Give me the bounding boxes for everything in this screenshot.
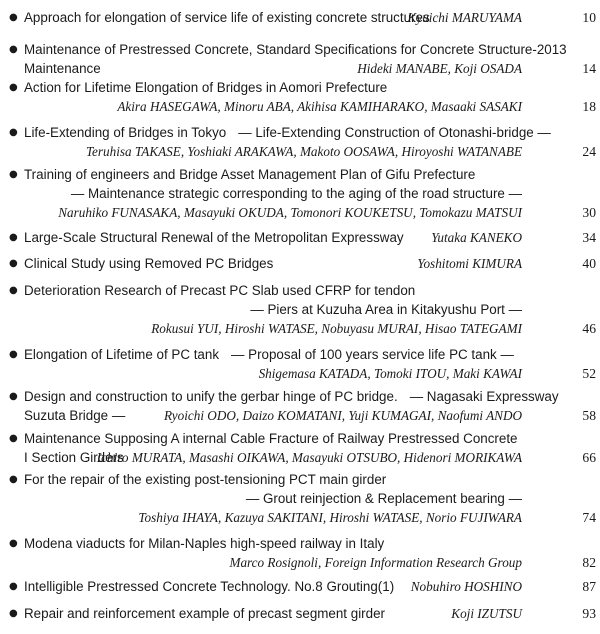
entry-title: Intelligible Prestressed Concrete Technology. No.8 Grouting(1) bbox=[24, 579, 395, 594]
entry-title-continued: Maintenance bbox=[24, 61, 101, 76]
entry-title: Training of engineers and Bridge Asset Management Plan of Gifu Prefecture bbox=[24, 167, 476, 182]
entry-page: 66 bbox=[582, 450, 596, 465]
entry-authors: Ryoichi ODO, Daizo KOMATANI, Yuji KUMAGAI, Naofumi ANDO bbox=[163, 408, 522, 423]
entry-page: 30 bbox=[582, 205, 596, 220]
entry-authors: Marco Rosignoli, Foreign Information Research Group bbox=[229, 555, 522, 570]
entry-subtitle: — Piers at Kuzuha Area in Kitakyushu Port — bbox=[250, 302, 522, 317]
bullet-icon: ● bbox=[9, 82, 18, 93]
entry-subtitle: — Life-Extending Construction of Otonashi-bridge — bbox=[238, 125, 551, 140]
entry-title: Action for Lifetime Elongation of Bridges in Aomori Prefecture bbox=[24, 80, 388, 95]
bullet-icon: ● bbox=[9, 232, 18, 243]
entry-authors: Yutaka KANEKO bbox=[431, 230, 522, 245]
entry-authors: Hideki MANABE, Koji OSADA bbox=[357, 61, 522, 76]
entry-title: Life-Extending of Bridges in Tokyo bbox=[24, 125, 227, 140]
bullet-icon: ● bbox=[9, 12, 18, 23]
entry-authors: Ichiro MURATA, Masashi OIKAWA, Masayuki OTSUBO, Hidenori MORIKAWA bbox=[96, 450, 522, 465]
entry-authors: Yoshitomi KIMURA bbox=[417, 256, 522, 271]
entry-subtitle: — Maintenance strategic corresponding to the aging of the road structure — bbox=[70, 186, 522, 201]
bullet-icon: ● bbox=[9, 538, 18, 549]
bullet-icon: ● bbox=[9, 433, 18, 444]
entry-page: 24 bbox=[582, 144, 596, 159]
bullet-icon: ● bbox=[9, 285, 18, 296]
entry-title: Maintenance Supposing A internal Cable Fracture of Railway Prestressed Concrete bbox=[24, 431, 518, 446]
entry-title: Elongation of Lifetime of PC tank bbox=[24, 347, 220, 362]
entry-subtitle: — Proposal of 100 years service life PC tank — bbox=[231, 347, 514, 362]
bullet-icon: ● bbox=[9, 581, 18, 592]
entry-subtitle: — Grout reinjection & Replacement bearing — bbox=[245, 491, 522, 506]
entry-title: Deterioration Research of Precast PC Slab used CFRP for tendon bbox=[24, 283, 416, 298]
entry-authors: Naruhiko FUNASAKA, Masayuki OKUDA, Tomonori KOUKETSU, Tomokazu MATSUI bbox=[58, 205, 522, 220]
entry-page: 82 bbox=[582, 555, 596, 570]
bullet-icon: ● bbox=[9, 127, 18, 138]
entry-authors: Rokusui YUI, Hiroshi WATASE, Nobuyasu MURAI, Hisao TATEGAMI bbox=[151, 321, 522, 336]
entry-page: 52 bbox=[582, 366, 596, 381]
entry-authors: Koji IZUTSU bbox=[451, 606, 522, 621]
bullet-icon: ● bbox=[9, 349, 18, 360]
entry-page: 46 bbox=[582, 321, 596, 336]
entry-authors: Kyuichi MARUYAMA bbox=[407, 10, 522, 25]
entry-authors: Akira HASEGAWA, Minoru ABA, Akihisa KAMIHARAKO, Masaaki SASAKI bbox=[117, 99, 522, 114]
entry-title: Clinical Study using Removed PC Bridges bbox=[24, 256, 274, 271]
entry-page: 87 bbox=[582, 579, 596, 594]
bullet-icon: ● bbox=[9, 258, 18, 269]
entry-page: 58 bbox=[582, 408, 596, 423]
bullet-icon: ● bbox=[9, 474, 18, 485]
entry-page: 10 bbox=[582, 10, 596, 25]
entry-title-continued: I Section Girders bbox=[24, 450, 124, 465]
bullet-icon: ● bbox=[9, 44, 18, 55]
entry-page: 40 bbox=[582, 256, 596, 271]
entry-page: 34 bbox=[582, 230, 596, 245]
entry-page: 18 bbox=[582, 99, 596, 114]
entry-title-continued: Suzuta Bridge — bbox=[24, 408, 126, 423]
bullet-icon: ● bbox=[9, 608, 18, 619]
entry-title: Large-Scale Structural Renewal of the Metropolitan Expressway bbox=[24, 230, 404, 245]
entry-authors: Shigemasa KATADA, Tomoki ITOU, Maki KAWAI bbox=[258, 366, 522, 381]
entry-title: Repair and reinforcement example of precast segment girder bbox=[24, 606, 385, 621]
entry-authors: Teruhisa TAKASE, Yoshiaki ARAKAWA, Makoto OOSAWA, Hiroyoshi WATANABE bbox=[85, 144, 522, 159]
bullet-icon: ● bbox=[9, 391, 18, 402]
entry-authors: Nobuhiro HOSHINO bbox=[410, 579, 522, 594]
entry-subtitle: — Nagasaki Expressway bbox=[409, 389, 559, 404]
entry-title: Design and construction to unify the gerbar hinge of PC bridge. bbox=[24, 389, 398, 404]
entry-title: For the repair of the existing post-tensioning PCT main girder bbox=[24, 472, 387, 487]
entry-title: Approach for elongation of service life of existing concrete structures bbox=[24, 10, 430, 25]
entry-title: Maintenance of Prestressed Concrete, Standard Specifications for Concrete Structure-2013 bbox=[24, 42, 567, 57]
entry-page: 74 bbox=[582, 510, 596, 525]
entry-authors: Toshiya IHAYA, Kazuya SAKITANI, Hiroshi WATASE, Norio FUJIWARA bbox=[138, 510, 522, 525]
entry-title: Modena viaducts for Milan-Naples high-speed railway in Italy bbox=[24, 536, 385, 551]
entry-page: 93 bbox=[582, 606, 596, 621]
bullet-icon: ● bbox=[9, 169, 18, 180]
entry-page: 14 bbox=[582, 61, 596, 76]
